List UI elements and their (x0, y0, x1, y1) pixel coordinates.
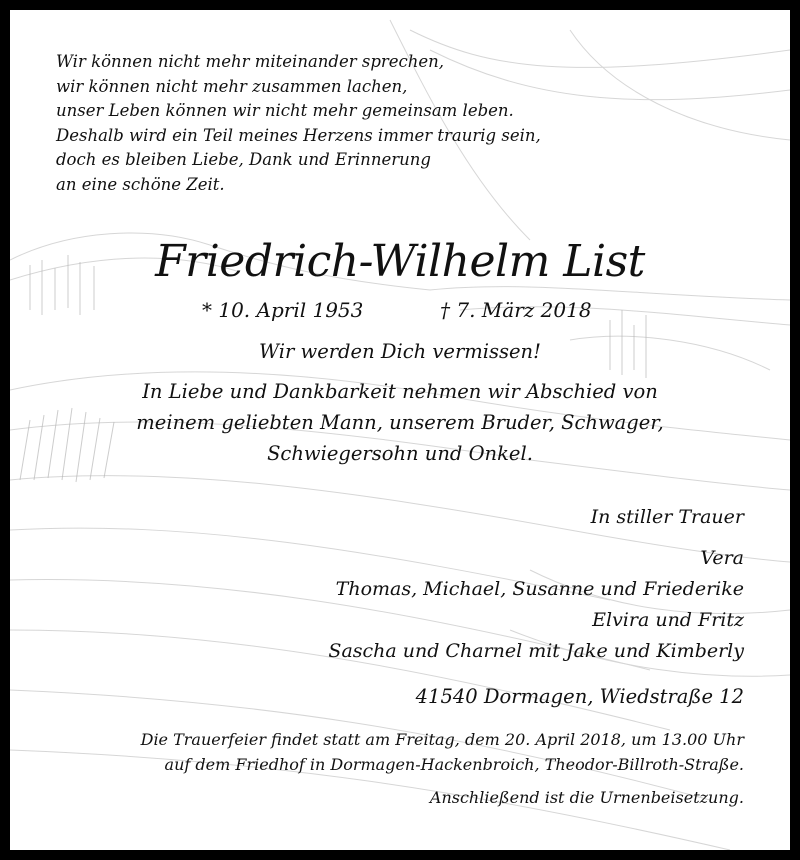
farewell-line: In Liebe und Dankbarkeit nehmen wir Abschied von (142, 380, 658, 403)
farewell-line: Schwiegersohn und Onkel. (267, 442, 533, 465)
mourning-heading: In stiller Trauer (590, 506, 744, 528)
miss-line: Wir werden Dich vermissen! (259, 340, 541, 363)
mourner-name: Vera (700, 547, 744, 569)
poem-line: unser Leben können wir nicht mehr gemeinsam leben. (56, 101, 514, 120)
poem-line: an eine schöne Zeit. (56, 174, 225, 194)
urn-burial-note: Anschließend ist die Urnenbeisetzung. (429, 788, 744, 807)
poem-line: wir können nicht mehr zusammen lachen, (56, 76, 408, 96)
farewell-text (10, 376, 790, 469)
mourner-name: Thomas, Michael, Susanne und Friederike (335, 578, 744, 600)
address: 41540 Dormagen, Wiedstraße 12 (415, 685, 744, 708)
poem-line: Deshalb wird ein Teil meines Herzens immer traurig sein, (56, 125, 541, 145)
service-line: auf dem Friedhof in Dormagen-Hackenbroich, Theodor-Billroth-Straße. (164, 755, 744, 774)
mourner-name: Sascha und Charnel mit Jake und Kimberly (328, 640, 744, 662)
mourner-name: Elvira und Fritz (592, 609, 744, 631)
mourner-names (328, 543, 744, 667)
poem-line: Wir können nicht mehr miteinander sprechen, (56, 52, 445, 71)
service-line: Die Trauerfeier findet statt am Freitag, dem 20. April 2018, um 13.00 Uhr (140, 730, 744, 749)
funeral-service-info (141, 727, 744, 777)
deceased-name: Friedrich-Wilhelm List (155, 236, 645, 287)
obituary-content (10, 10, 790, 850)
birth-date: * 10. April 1953 (202, 298, 364, 322)
memorial-poem (56, 50, 541, 197)
death-date: † 7. März 2018 (440, 298, 592, 322)
poem-line: doch es bleiben Liebe, Dank und Erinnerung (56, 150, 431, 169)
farewell-line: meinem geliebten Mann, unserem Bruder, Schwager, (136, 411, 664, 434)
